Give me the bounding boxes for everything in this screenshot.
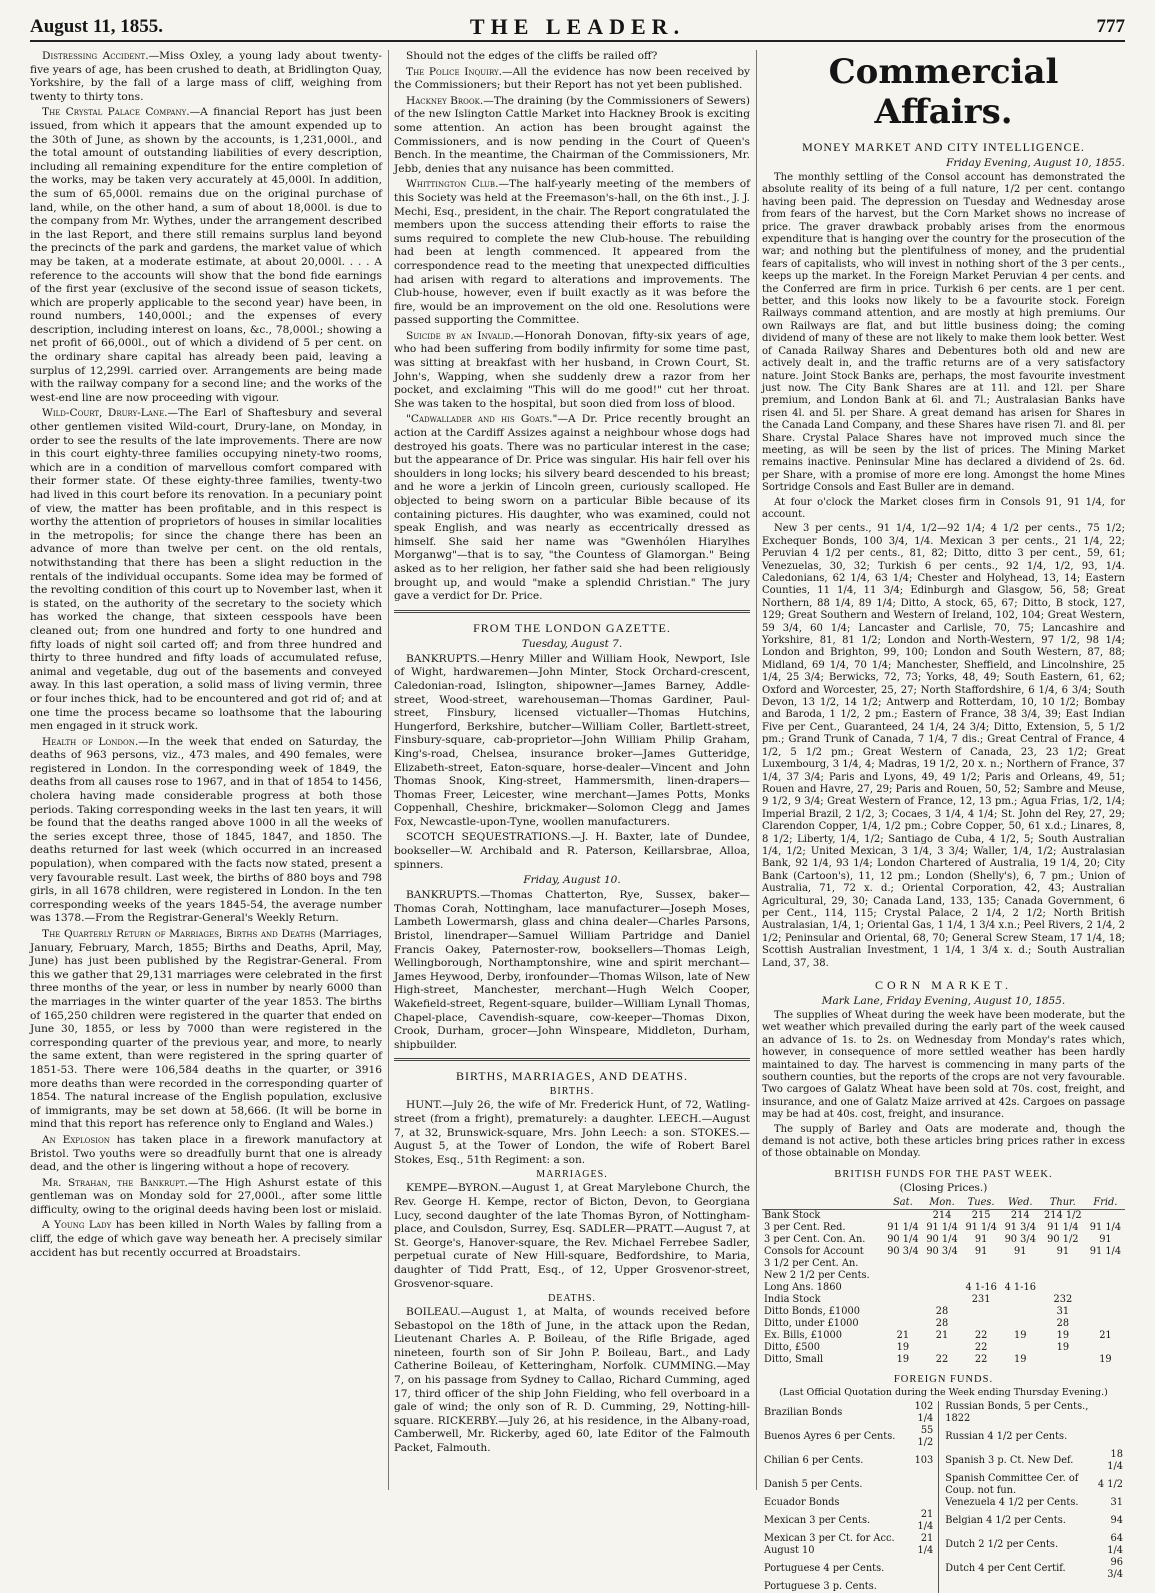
table-row: [762, 1425, 1125, 1449]
fund-price: 22: [974, 1341, 988, 1353]
table-row: [762, 1581, 1125, 1593]
table-row: [762, 1222, 1125, 1234]
foreign-fund-price: 21 1/4: [901, 1533, 939, 1557]
foreign-fund-price: 21 1/4: [901, 1509, 939, 1533]
foreign-fund-price: 64 1/4: [1107, 1532, 1123, 1556]
col1-article: [30, 1177, 382, 1218]
foreign-fund-price: [1096, 1401, 1125, 1425]
fund-name: 3 1/2 per Cent. An.: [764, 1257, 859, 1269]
foreign-fund-price: 55 1/2: [901, 1425, 939, 1449]
fund-price: [922, 1258, 961, 1270]
fund-name: Ditto, Small: [764, 1353, 824, 1365]
fund-price: 215: [971, 1209, 991, 1221]
fund-price: [1001, 1306, 1040, 1318]
foreign-fund-name: Chilian 6 per Cents.: [764, 1454, 864, 1466]
fund-price: 19: [896, 1341, 910, 1353]
article-lead: "Cadwallader and his Goats.": [406, 413, 558, 426]
money-market-date: Friday Evening, August 10, 1855.: [946, 157, 1125, 169]
col1-article: [30, 736, 382, 926]
gazette-date-friday: Friday, August 10.: [523, 874, 621, 887]
british-funds-table: [762, 1197, 1125, 1366]
fund-price: [922, 1282, 961, 1294]
article-body: —The Earl of Shaftesbury and several other gentlemen visited Wild-court, Drury-lane, on Monday, in order to see the results of the late improvements. There are now in this court eighty-three families occupying ninety-two rooms, which are in a condition of marvellous comfort compared with their former state. Of these eighty-three families, twenty-two had lived in this court before its renovation. In a pecuniary point of view, the matter has been profitable, and in this respect is worthy the attention of proprietors of houses in similar localities in the metropolis; for since the change there has been an advance of more than twelve per cent. on the old rentals, notwithstanding that there has been a slight reduction in the rentals of the individual occupants. Some idea may be formed of the revolting condition of this court up to November last, when it is stated, on the authority of the secretary to the society which has worked the change, that sixteen cesspools have been cleaned out; from one hundred and forty to one hundred and fifty loads of night soil carted off; and from three hundred and thirty to three hundred and fifty loads of accumulated refuse, animal and vegetable, dug out of the basements and conveyed away. In this last operation, a solid mass of living vermin, three or four inches thick, had to be encountered and got rid of; and at one time the process became so loathsome that the labouring men engaged in it struck work.: [30, 407, 382, 733]
article-lead: Whittington Club.: [406, 178, 499, 191]
fund-price: [962, 1306, 1001, 1318]
gazette-bankrupts-friday: BANKRUPTS.—Thomas Chatterton, Rye, Sussex, baker—Thomas Corah, Nottingham, lace manufacturer—Joseph Moses, Lambeth Lowermarsh, glass and china dealer—Charles Parsons, Bristol, linendraper—Samuel William Partridge and Daniel Francis Oakey, Paternoster-row, booksellers—Thomas Leigh, Wellingborough, Northamptonshire, wine and spirit merchant—James Heywood, Derby, ironfounder—Thomas Wilson, late of New High-street, Manchester, merchant—Hugh Welch Cooper, Wakefield-street, Regent-square, builder—William Lynall Thomas, Chapel-place, Cavendish-square, cow-keeper—Thomas Dixon, Crook, Durham, grocer—John Winspeare, Middleton, Durham, shipbuilder.: [394, 889, 750, 1051]
bmd-heading: BIRTHS, MARRIAGES, AND DEATHS.: [456, 1069, 688, 1084]
foreign-fund-price: [1096, 1581, 1125, 1593]
article-body: (Marriages, January, February, March, 1855; Births and Deaths, April, May, June) has just been published by the Registrar-General. From this we gather that 29,131 marriages were celebrated in the first three months of the year, or less in number by nearly 6000 than the marriages in the winter quarter of the year 1853. The births of 165,250 children were registered in the quarter that ended on June 30, 1855, or less by 7000 than were registered in the corresponding quarter of the previous year, and more, to nearly the same extent, than were registered in the spring quarter of 1851-53. There were 106,584 deaths in the quarter, or 3916 more deaths than were recorded in the corresponding quarter of 1854. The natural increase of the English population, exclusive of immigrants, may be set down at 58,666. (It will be borne in mind that this report has reference only to England and Wales.): [30, 928, 382, 1131]
foreign-fund-name: Mexican 3 per Cents.: [764, 1514, 871, 1526]
article-lead: A Young Lady: [42, 1219, 112, 1232]
foreign-fund-price: 18 1/4: [1107, 1448, 1123, 1472]
foreign-funds-heading: FOREIGN FUNDS.: [893, 1373, 994, 1385]
fund-price: 19: [1014, 1329, 1027, 1341]
article-body: —The draining (by the Commissioners of Sewers) of the new Islington Cattle Market into Hackney Brook is exciting some attention. An action has been brought against the Commissioners, and is now pending in the Court of Queen's Bench. In the meantime, the Chairman of the Commissioners, Mr. Jebb, denies that any nuisance has been committed.: [394, 94, 751, 175]
gazette-date-tuesday: Tuesday, August 7.: [521, 637, 623, 650]
col2-article: [394, 413, 750, 603]
fund-price: [883, 1258, 922, 1270]
fund-price: [1086, 1258, 1125, 1270]
fund-price: 21: [896, 1329, 910, 1341]
corn-market-heading: CORN MARKET.: [874, 978, 1013, 992]
fund-price: 19: [1056, 1341, 1070, 1353]
gazette-bankrupts-tuesday: BANKRUPTS.—Henry Miller and William Hook, Newport, Isle of Wight, hardwaremen—John Minter, Stock Orchard-crescent, Caledonian-road, Islington, shipowner—James Barney, Addle-street, Wood-street, warehouseman—Thomas Gardiner, Paul-street, Finsbury, licensed victualler—Thomas Hutchins, Hungerford, Berkshire, butcher—William Coller, Bartlett-street, Finsbury-square, cab-proprietor—John William Philip Graham, King's-road, Chelsea, insurance broker—James Gutteridge, Elizabeth-street, Eaton-square, horse-dealer—Vincent and John Thomas Snook, King-street, Hammersmith, linen-drapers—Thomas Freer, Leicester, wine merchant—James Potts, Monks Coppenhall, Cheshire, brickmaker—Solomon Clegg and James Fox, Newcastle-upon-Tyne, woollen manufacturers.: [394, 652, 750, 828]
fund-price: 28: [935, 1305, 949, 1317]
money-market-report: The monthly settling of the Consol account has demonstrated the absolute reality of its being of a full nature, 1/2 per cent. contango having been paid. The depression on Tuesday and Wednesday arose from fears of the harvest, but the Corn Market shows no increase of price. The graver drawback probably arises from the enormous expenditure that is hanging over the country for the prosecution of the war; and nothing but the plentifulness of money, and the prudential fears of capitalists, who will invest in nothing short of the 3 per cents., keeps up the market. In the Foreign Market Peruvian 4 per cents. and the Conferred are firm in price. Turkish 6 per cents. are 1 per cent. better, and this looks now likely to be a favourite stock. Foreign Railways command attention, and are mostly at high premiums. Our own Railways are flat, and but little business doing; the coming dividend of many of these are not likely to make them look better. West of Canada Railway Shares and Debentures both old and new are actively dealt in, and the traffic returns are of a very satisfactory nature. Joint Stock Banks are, perhaps, the most favourite investment just now. The City Bank Shares are at 11l. and 12l. per Share premium, and London Bank at 6l. and 7l.; Australasian Banks have risen 4l. and 5l. per Share. A great demand has arisen for Shares in the Canada Land Company, and these Shares have risen 7l. and 8l. per Share. Crystal Palace Shares have not improved much since the meeting, as will be seen by the list of prices. The Mining Market remains inactive. Peninsular Mine has declared a dividend of 2s. 6d. per Share, with a promise of more ere long. Amongst the home Mines Sortridge Consols and East Buller are in demand.: [762, 172, 1125, 494]
foreign-fund-price: 31: [1110, 1496, 1123, 1508]
fund-price: 28: [1056, 1317, 1070, 1329]
table-row: [762, 1533, 1125, 1557]
fund-name: 3 per Cent. Red.: [764, 1221, 846, 1233]
fund-price: 91 1/4: [965, 1221, 997, 1233]
article-body: —Honorah Donovan, fifty-six years of age, who had been suffering from bodily infirmity for some time past, was sitting at breakfast with her husband, in Crown Court, St. John's, Wapping, when she suddenly drew a razor from her pocket, and exclaiming "This will do me good!" cut her throat. She was taken to the hospital, but soon died from loss of blood.: [394, 329, 750, 410]
table-row: [762, 1342, 1125, 1354]
fund-price: 91 1/4: [1047, 1221, 1079, 1233]
article-lead: Distressing Accident.: [42, 50, 149, 62]
column-3: [762, 50, 1125, 1592]
fund-price: [1086, 1306, 1125, 1318]
births-text: HUNT.—July 26, the wife of Mr. Frederick Hunt, of 72, Watling-street (from a fright), prematurely: a daughter. LEECH.—August 7, at 32, Brunswick-square, Mrs. John Leech: a son. STOKES.—August 5, at the Tower of London, the wife of Robert Barel Stokes, Esq., 51th Regiment: a son.: [394, 1099, 750, 1166]
fund-price: [1040, 1270, 1086, 1282]
article-body: —The half-yearly meeting of the members of this Society was held at the Freemason's-hall, on the 6th inst., J. J. Mechi, Esq., president, in the chair. The Report congratulated the members upon the success attending their efforts to raise the sums required to complete the new Club-house. The rebuilding had been at length commenced. It appeared from the correspondence read to the meeting that unexpected difficulties had arisen with regard to alterations and improvements. The Club-house, however, even if built exactly as it was before the fire, would be an improvement on the old one. Resolutions were passed supporting the Committee.: [394, 178, 750, 327]
foreign-fund-price: [901, 1497, 939, 1509]
article-body: Should not the edges of the cliffs be railed off?: [406, 50, 658, 62]
fund-price: [922, 1342, 961, 1354]
fund-price: 231: [971, 1293, 991, 1305]
fund-price: [883, 1318, 922, 1330]
fund-price: 21: [935, 1329, 949, 1341]
fund-price: 90 1/4: [926, 1233, 958, 1245]
fund-price: 90 1/2: [1047, 1233, 1079, 1245]
fund-price: [1001, 1258, 1040, 1270]
section-divider: [394, 610, 750, 613]
fund-name: New 2 1/2 per Cents.: [764, 1269, 870, 1281]
corn-market-report: The supplies of Wheat during the week have been moderate, but the wet weather which prevailed during the early part of the week caused an advance of 1s. to 2s. on Wednesday from Monday's rates which, however, in consequence of more settled weather has been hardly maintained to day. The harvest is commencing in many parts of the southern counties, but the reports of the crops are not very favourable. Two cargoes of Galatz Wheat have been sold at 70s. cost, freight, and insurance, and one of Galatz Maize arrived at 42s. Cargoes on passage may be had at 40s. cost, freight, and insurance.: [762, 1010, 1125, 1121]
foreign-fund-price: 96 3/4: [1107, 1556, 1123, 1580]
fund-price: 91: [1099, 1233, 1112, 1245]
funds-day-header: Sat.: [883, 1197, 922, 1210]
gazette-scotch-sequestrations: SCOTCH SEQUESTRATIONS.—J. H. Baxter, late of Dundee, bookseller—W. Archibald and R. Paterson, Keillarsbrae, Alloa, spinners.: [394, 831, 750, 871]
fund-price: [883, 1294, 922, 1306]
article-body: —A financial Report has just been issued, from which it appears that the amount expended up to the 30th of June, as shown by the accounts, is 1,231,000l., and the total amount of outstanding liabilities of every description, including all remaining expenditure for the entire completion of the works, may be taken very accurately at 45,000l. In addition, the sum of 65,000l. remains due on the original purchase of land, while, on the other hand, a sum of about 18,000l. is due to the company from Mr. Wythes, under the arrangement described in the last Report, and there still remains surplus land beyond the precincts of the park and gardens, the market value of which may be taken, at a moderate estimate, at about 20,000l. . . . A reference to the accounts will show that the bond fide earnings of the first year (exclusive of the second issue of season tickets, which are properly applicable to the second year) have been, in round numbers, 140,000l.; and the expenses of every description, including interest on loans, &c., 78,000l.; showing a net profit of 66,000l., out of which a dividend of 5 per cent. on the ordinary share capital has already been paid, leaving a surplus of 12,299l. carried over. Arrangements are being made with the railway company for a second line; and the works of the west-end line are now proceeding with vigour.: [30, 106, 382, 404]
fund-price: [1086, 1282, 1125, 1294]
fund-price: [962, 1318, 1001, 1330]
fund-price: 214: [932, 1209, 952, 1221]
page-number: 777: [1096, 16, 1125, 37]
fund-price: [883, 1282, 922, 1294]
table-row: [762, 1234, 1125, 1246]
col1-article: [30, 50, 382, 104]
fund-price: [1086, 1270, 1125, 1282]
fund-price: 90 3/4: [887, 1245, 919, 1257]
col2-article: [394, 330, 750, 412]
foreign-fund-name: Danish 5 per Cents.: [764, 1478, 863, 1490]
article-lead: Suicide by an Invalid.: [406, 329, 514, 342]
foreign-fund-name: Spanish 3 p. Ct. New Def.: [945, 1454, 1074, 1466]
foreign-fund-price: 103: [901, 1449, 939, 1473]
table-row: [762, 1270, 1125, 1282]
fund-price: 22: [974, 1329, 988, 1341]
table-row: [762, 1330, 1125, 1342]
article-body: —The High Ashurst estate of this gentleman was on Monday sold for 27,000l., after some little difficulty, owing to the original deeds having been lost or mislaid.: [30, 1176, 382, 1216]
fund-price: [1001, 1342, 1040, 1354]
fund-price: 19: [1099, 1353, 1112, 1365]
fund-price: [962, 1270, 1001, 1282]
foreign-fund-price: 94: [1110, 1514, 1123, 1526]
foreign-funds-subtitle: (Last Official Quotation during the Week ending Thursday Evening.): [779, 1386, 1108, 1398]
fund-price: 21: [1099, 1329, 1112, 1341]
article-lead: The Police Inquiry.: [406, 65, 502, 78]
fund-name: India Stock: [764, 1293, 821, 1305]
foreign-fund-name: Mexican 3 per Ct. for Acc. August 10: [764, 1532, 895, 1556]
table-row: [762, 1509, 1125, 1533]
fund-price: [1086, 1209, 1125, 1222]
fund-price: [1040, 1354, 1086, 1366]
fund-price: 22: [974, 1353, 988, 1365]
foreign-fund-name: Dutch 4 per Cent Certif.: [945, 1562, 1066, 1574]
article-lead: Hackney Brook.: [406, 94, 484, 107]
fund-price: 214: [1010, 1209, 1030, 1221]
masthead: [30, 10, 1125, 42]
foreign-fund-name: Russian 4 1/2 per Cents.: [945, 1430, 1068, 1442]
article-body: has been killed in North Wales by falling from a cliff, the edge of which gave way beneath her. A precisely similar accident has but recently occurred at Broadstairs.: [30, 1219, 382, 1259]
fund-price: 91: [974, 1245, 988, 1257]
section-divider: [394, 1058, 750, 1061]
fund-name: Consols for Account: [764, 1245, 864, 1257]
fund-price: [1001, 1294, 1040, 1306]
foreign-fund-name: Belgian 4 1/2 per Cents.: [945, 1514, 1066, 1526]
fund-price: [883, 1270, 922, 1282]
fund-price: [1001, 1270, 1040, 1282]
foreign-fund-price: 102 1/4: [901, 1401, 939, 1425]
article-lead: The Crystal Palace Company.: [42, 106, 190, 119]
fund-name: Ditto, under £1000: [764, 1317, 859, 1329]
fund-price: 90 1/4: [887, 1233, 919, 1245]
fund-price: 232: [1053, 1293, 1073, 1305]
foreign-fund-name: Buenos Ayres 6 per Cents.: [764, 1430, 896, 1442]
fund-price: 90 3/4: [1004, 1233, 1036, 1245]
fund-price: [1086, 1318, 1125, 1330]
fund-name: Long Ans. 1860: [764, 1281, 842, 1293]
british-funds-subtitle: (Closing Prices.): [899, 1181, 988, 1194]
funds-day-header: Tues.: [962, 1197, 1001, 1210]
commercial-affairs-banner: Commercial Affairs.: [828, 52, 1059, 132]
col1-article: [30, 928, 382, 1132]
funds-day-header: Frid.: [1086, 1197, 1125, 1210]
foreign-fund-name: Portuguese 4 per Cents.: [764, 1562, 885, 1574]
fund-price: 4 1-16: [965, 1281, 997, 1293]
fund-price: 28: [935, 1317, 949, 1329]
fund-price: 91: [974, 1233, 988, 1245]
foreign-fund-price: [1096, 1425, 1125, 1449]
fund-price: 19: [896, 1353, 910, 1365]
money-market-prices: New 3 per cents., 91 1/4, 1/2—92 1/4; 4 1/2 per cents., 75 1/2; Exchequer Bonds, 100 3/4, 1/4. Mexican 3 per cents., 21 1/4, 22; Peruvian 4 1/2 per cents., 81, 82; Ditto, ditto 3 per cent., 59, 61; Venezuelas, 30, 32; Turkish 6 per cents., 92 1/4, 1/2, 93, 1/4. Caledonians, 62 1/4, 63 1/4; Chester and Holyhead, 13, 14; Eastern Counties, 11 1/4, 11 3/4; Edinburgh and Glasgow, 56, 58; Great Northern, 88 1/4, 89 1/4; Ditto, A stock, 65, 67; Ditto, B stock, 127, 129; Great Southern and Western of Ireland, 102, 104; Great Western, 59 3/4, 60 1/4; Lancaster and Carlisle, 70, 75; Lancashire and Yorkshire, 81, 81 1/2; London and North-Western, 97 1/2, 98 1/4; London and Brighton, 99, 100; London and South Western, 87, 88; Midland, 69 1/4, 70 1/4; Manchester, Sheffield, and Lincolnshire, 25 1/4, 25 3/4; Berwicks, 72, 73; Yorks, 48, 49; South Eastern, 61, 62; Oxford and Worcester, 25, 27; North Staffordshire, 6 1/4, 6 3/4; South Devon, 13 1/2, 14 1/2; Antwerp and Rotterdam, 10, 10 1/2; Bombay and Baroda, 1 1/2, 2 pm.; Eastern of France, 38 3/4, 39; East Indian Five per Cent., Guaranteed, 24 1/4, 24 3/4; Ditto, Extension, 5, 5 1/2 pm.; Grand Trunk of Canada, 7 1/4, 7 dis.; Great Central of France, 4 1/2, 5 1/2 pm.; Great Western of Canada, 23, 23 1/2; Great Luxembourg, 3 1/4, 4; Madras, 19 1/2, 20 x. n.; Northern of France, 37 1/4, 37 3/4; Paris and Lyons, 49, 49 1/2; Paris and Orleans, 49, 51; Rouen and Havre, 27, 29; Paris and Rouen, 50, 52; Sambre and Meuse, 9 1/2, 9 3/4; Great Western of France, 12, 13 pm.; Agua Frias, 1/2, 1/4; Imperial Brazil, 2 1/2, 3; Cocaes, 3 1/4, 4 1/4; St. John del Rey, 27, 29; Clarendon Copper, 1/4, 1/2 pm.; Cobre Copper, 50, 61 x.d.; Linares, 8, 8 1/2; Liberty, 1/4, 1/2; Santiago de Cuba, 4 1/2, 5; South Australian 1/4, 1/2; United Mexican, 3 1/4, 3 3/4; Waller, 1/4, 1/2; Australasian Bank, 92 1/4, 93 1/4; London Chartered of Australia, 19 1/4, 20; City Bank (Cartoon's), 11, 12 pm.; London (Shelly's), 6, 7 pm.; Union of Australia, 71, 72 x. d.; Oriental Corporation, 42, 43; Australian Agricultural, 29, 30; Canada Land, 133, 135; Canada Government, 6 per Cent., 114, 115; Crystal Palace, 2 1/4, 2 1/2; North British Australasian, 1/4, 1; Oriental Gas, 1 1/4, 1 3/4 x.n.; Peel Rivers, 2 1/4, 2 1/2; Peninsular and Oriental, 68, 70; General Screw Steam, 17 1/4, 18; Scottish Australian Investment, 1 1/4, 1 3/4 x. d.; South Australian Land, 37, 38.: [762, 523, 1125, 969]
funds-day-header: Thur.: [1040, 1197, 1086, 1210]
col2-article: [394, 66, 750, 93]
issue-date: August 11, 1855.: [30, 16, 164, 37]
foreign-fund-name: Spanish Committee Cer. of Coup. not fun.: [945, 1472, 1079, 1496]
col1-article: [30, 106, 382, 405]
article-body: has taken place in a firework manufactory at Bristol. Two youths were so dreadfully burnt that one is already dead, and the other is lingering without a hope of recovery.: [30, 1133, 383, 1174]
fund-price: 91 1/4: [1089, 1245, 1122, 1257]
article-lead: The Quarterly Return of Marriages, Births and Deaths: [42, 928, 316, 940]
fund-price: 22: [935, 1353, 949, 1365]
table-row: [762, 1449, 1125, 1473]
foreign-fund-price: [901, 1557, 939, 1581]
fund-price: [883, 1306, 922, 1318]
fund-price: 214 1/2: [1044, 1209, 1082, 1221]
fund-price: 91 1/4: [926, 1221, 958, 1233]
fund-price: 91 1/4: [887, 1221, 919, 1233]
table-row: [762, 1318, 1125, 1330]
article-body: —In the week that ended on Saturday, the deaths of 963 persons, viz., 473 males, and 490 females, were registered in London. In the corresponding week of 1849, the deaths from all causes rose to 1967, and in that of 1854 to 1456, cholera having made considerable progress at both those periods. Taking corresponding weeks in the last ten years, it will be found that the deaths ranged above 1000 in all the weeks of the series except three, those of 1845, 1847, and 1850. The deaths returned for last week (which occurred in an increased population), when compared with the facts now stated, present a very favourable result. Last week, the births of 880 boys and 798 girls, in all 1678 children, were registered in London. In the ten corresponding weeks of the years 1845-54, the average number was 1378.—From the Registrar-General's Weekly Return.: [30, 735, 383, 925]
marriages-text: KEMPE—BYRON.—August 1, at Great Marylebone Church, the Rev. George H. Kempe, rector of Bicton, Devon, to Georgiana Lucy, second daughter of the late Thomas Byron, of Nottingham-place, and Coulsdon, Surrey, Esq. SADLER—PRATT.—August 7, at St. George's, Hanover-square, the Rev. Michael Ferrebee Sadler, perpetual curate of New Hill-square, Bedfordshire, to Maria, daughter of Tidd Pratt, Esq., of 12, Upper Grosvenor-street, Grosvenor-square.: [394, 1182, 750, 1290]
table-row: [762, 1258, 1125, 1270]
fund-price: 4 1-16: [1004, 1281, 1036, 1293]
fund-price: [922, 1294, 961, 1306]
table-row: [762, 1282, 1125, 1294]
table-row: [762, 1401, 1125, 1425]
fund-price: 91: [1014, 1245, 1027, 1257]
table-row: [762, 1497, 1125, 1509]
col2-article: [394, 50, 750, 64]
foreign-fund-price: 4 1/2: [1097, 1478, 1123, 1490]
corn-market-date: Mark Lane, Friday Evening, August 10, 1855.: [821, 995, 1066, 1007]
col1-article: [30, 407, 382, 733]
fund-price: [1040, 1258, 1086, 1270]
fund-price: [1086, 1342, 1125, 1354]
col2-article: [394, 178, 750, 328]
british-funds-heading: BRITISH FUNDS FOR THE PAST WEEK.: [834, 1168, 1053, 1180]
table-row: [762, 1557, 1125, 1581]
fund-price: 19: [1014, 1353, 1027, 1365]
foreign-fund-name: Dutch 2 1/2 per Cents.: [945, 1538, 1059, 1550]
fund-price: 19: [1056, 1329, 1070, 1341]
fund-price: 90 3/4: [926, 1245, 958, 1257]
marriages-heading: MARRIAGES.: [536, 1169, 608, 1181]
col2-article: [394, 95, 750, 177]
deaths-text: BOILEAU.—August 1, at Malta, of wounds received before Sebastopol on the 18th of June, in the attack upon the Redan, Lieutenant Charles A. P. Boileau, of the Rifle Brigade, aged nineteen, fourth son of Sir John P. Boileau, Bart., and Lady Catherine Boileau, of Ketteringham, Norfolk. CUMMING.—May 7, on his passage from Sydney to Callao, Richard Cumming, aged 17, third officer of the ship John Fielding, who fell overboard in a gale of wind; the only son of R. D. Cumming, 29, Notting-hill-square. RICKERBY.—July 26, at his residence, in the Albany-road, Camberwell, Mr. Rickerby, aged 60, late Editor of the Falmouth Packet, Falmouth.: [394, 1306, 750, 1455]
newspaper-title: THE LEADER.: [469, 14, 686, 39]
fund-price: 91: [1056, 1245, 1070, 1257]
fund-name: Bank Stock: [764, 1209, 821, 1221]
foreign-fund-name: Russian Bonds, 5 per Cents., 1822: [945, 1400, 1089, 1424]
foreign-fund-name: [939, 1581, 1096, 1593]
fund-name: Ex. Bills, £1000: [764, 1329, 842, 1341]
article-body: —A Dr. Price recently brought an action at the Cardiff Assizes against a neighbour whose dogs had destroyed his goats. There was no particular interest in the case; but the appearance of Dr. Price was singular. His hair fell over his shoulders in long locks; his silvery beard descended to his breast; and he wore a jerkin of Lincoln green, curiously scalloped. He objected to being sworn on a particular Bible because of its containing pictures. His daughter, who was examined, could not speak English, and was nearly as eccentrically dressed as himself. She said her name was "Gwenhólen Hiarylhes Morganwg"—that is to say, "the Countess of Glamorgan." Being asked as to her religion, her father said she had been religiously brought up, and would "make a splendid Christian." The jury gave a verdict for Dr. Price.: [394, 413, 751, 603]
article-lead: Mr. Strahan, the Bankrupt.: [42, 1176, 188, 1189]
gazette-heading: FROM THE LONDON GAZETTE.: [473, 620, 671, 635]
foreign-fund-name: Ecuador Bonds: [764, 1496, 840, 1508]
article-lead: Health of London.: [42, 735, 139, 748]
fund-price: [1001, 1318, 1040, 1330]
table-row: [762, 1246, 1125, 1258]
foreign-funds-table: [762, 1401, 1125, 1593]
article-body: —All the evidence has now been received by the Commissioners; but their Report has not yet been published.: [394, 65, 750, 92]
column-1: [30, 50, 382, 1490]
funds-day-header: Wed.: [1001, 1197, 1040, 1210]
fund-price: 31: [1056, 1305, 1070, 1317]
column-rule: [756, 50, 757, 1490]
table-row: [762, 1294, 1125, 1306]
table-row: [762, 1354, 1125, 1366]
article-lead: Wild-Court, Drury-Lane.: [42, 407, 168, 420]
money-market-heading: MONEY MARKET AND CITY INTELLIGENCE.: [802, 140, 1085, 154]
fund-price: [1040, 1282, 1086, 1294]
fund-name: 3 per Cent. Con. An.: [764, 1233, 866, 1245]
table-row: [762, 1306, 1125, 1318]
col1-article: [30, 1134, 382, 1175]
table-row: [762, 1473, 1125, 1497]
article-body: —Miss Oxley, a young lady about twenty-five years of age, has been crushed to death, at Bridlington Quay, Yorkshire, by the fall of a large mass of cliff, weighing from twenty to thirty tons.: [30, 50, 382, 103]
column-2: [394, 50, 750, 1490]
foreign-fund-price: [901, 1473, 939, 1497]
deaths-heading: DEATHS.: [548, 1293, 596, 1305]
column-rule: [388, 50, 389, 1490]
fund-price: 91 3/4: [1004, 1221, 1036, 1233]
births-heading: BIRTHS.: [549, 1086, 595, 1098]
money-market-close: At four o'clock the Market closes firm in Consols 91, 91 1/4, for account.: [762, 496, 1125, 520]
fund-price: [962, 1258, 1001, 1270]
foreign-fund-name: Brazilian Bonds: [764, 1406, 843, 1418]
funds-day-header: Mon.: [922, 1197, 961, 1210]
fund-price: [1086, 1294, 1125, 1306]
fund-price: [922, 1270, 961, 1282]
col1-article: [30, 1219, 382, 1260]
foreign-fund-name: Venezuela 4 1/2 per Cents.: [945, 1496, 1079, 1508]
table-row: [762, 1209, 1125, 1222]
fund-price: [883, 1209, 922, 1222]
fund-name: Ditto Bonds, £1000: [764, 1305, 860, 1317]
funds-corner: [762, 1197, 883, 1210]
foreign-fund-price: [901, 1581, 939, 1593]
fund-price: 91 1/4: [1089, 1221, 1122, 1233]
foreign-fund-name: Portuguese 3 p. Cents.: [764, 1580, 877, 1592]
article-lead: An Explosion: [42, 1133, 110, 1146]
corn-market-barley: The supply of Barley and Oats are moderate and, though the demand is not active, both these articles bring prices rather in excess of those obtainable on Monday.: [762, 1123, 1125, 1160]
fund-name: Ditto, £500: [764, 1341, 820, 1353]
